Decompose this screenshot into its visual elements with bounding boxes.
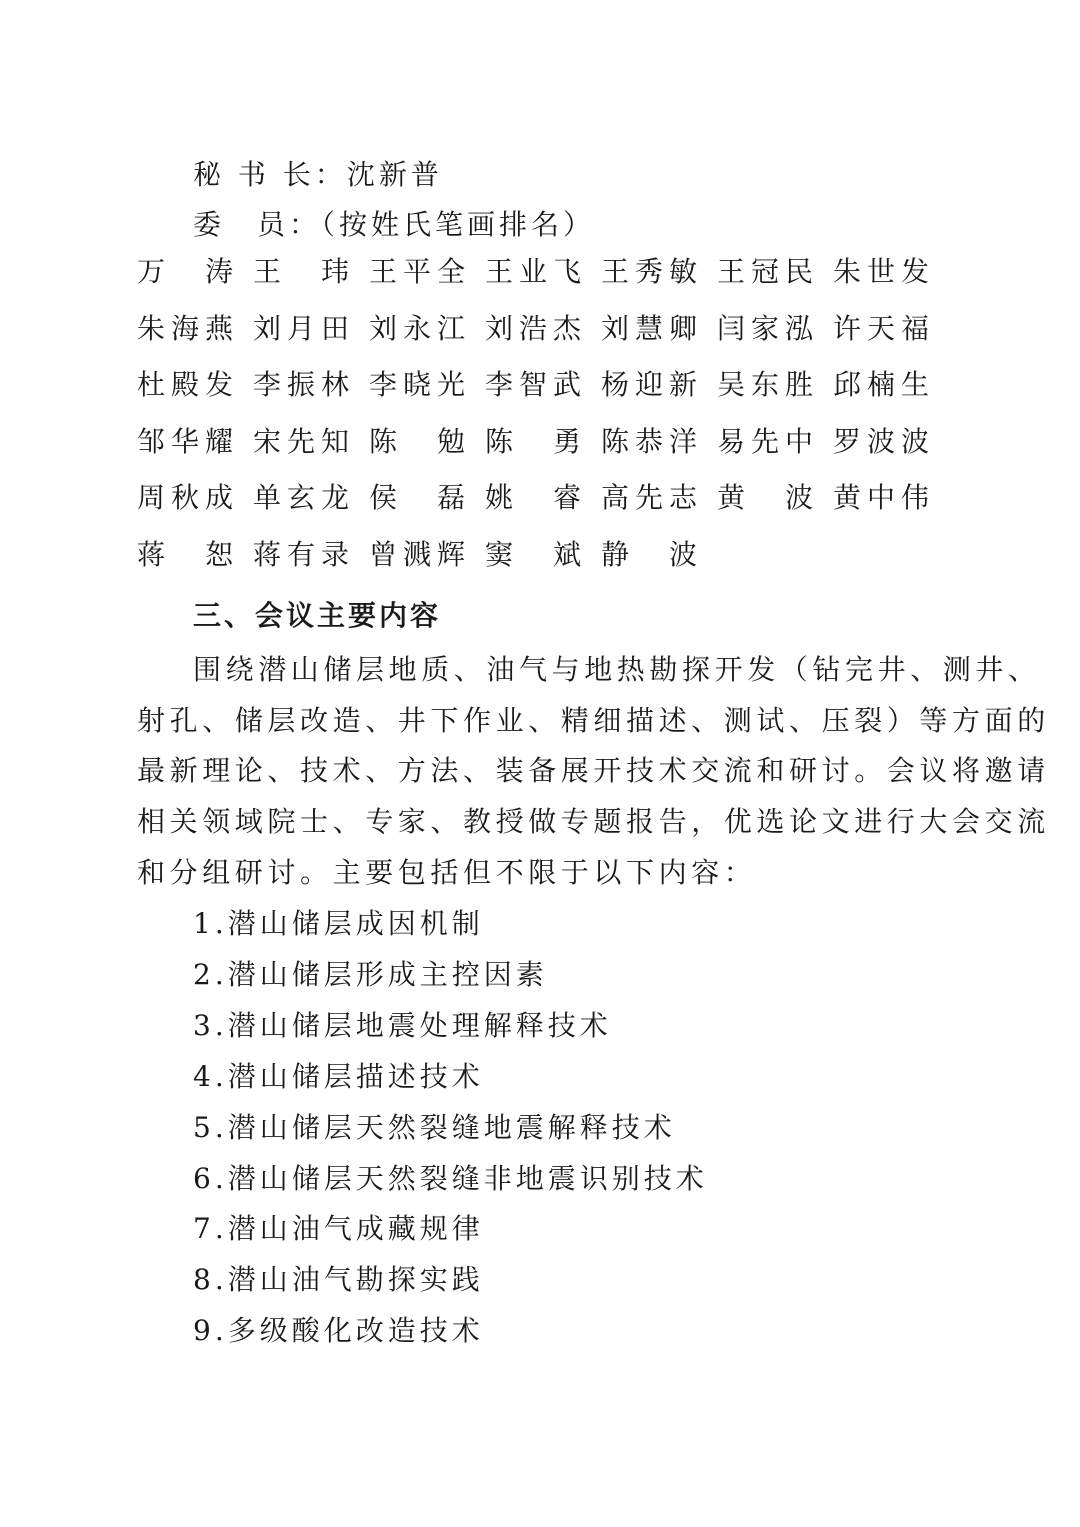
- topic-item: 8.潜山油气勘探实践: [193, 1263, 484, 1297]
- member-name: 易先中: [717, 424, 820, 458]
- topic-item: 2.潜山储层形成主控因素: [193, 957, 548, 991]
- member-name: 万涛: [137, 255, 274, 288]
- member-name: 静波: [601, 537, 738, 571]
- paragraph-line: 相关领域院士、专家、教授做专题报告，优选论文进行大会交流: [137, 805, 1050, 839]
- members-header-line: [193, 205, 595, 245]
- member-name: 杜殿发: [137, 368, 240, 401]
- member-name: 侯磊: [369, 481, 506, 514]
- member-name: 李振林: [253, 368, 356, 401]
- member-name: 窦斌: [485, 537, 622, 571]
- topic-item: 1.潜山储层成因机制: [193, 907, 484, 940]
- member-name: 邱楠生: [833, 368, 936, 401]
- member-name: 王秀敏: [601, 255, 704, 288]
- member-name: 蒋恕: [137, 537, 274, 571]
- member-name: 杨迎新: [601, 368, 704, 401]
- member-name: 黄波: [717, 481, 854, 514]
- member-name: 李晓光: [369, 368, 472, 401]
- topic-item: 9.多级酸化改造技术: [193, 1314, 484, 1348]
- paragraph-line: 和分组研讨。主要包括但不限于以下内容：: [137, 855, 757, 889]
- member-name: 朱世发: [833, 255, 936, 288]
- section-heading: 三、会议主要内容: [193, 599, 442, 632]
- topic-item: 4.潜山储层描述技术: [193, 1059, 484, 1093]
- member-name: 许天福: [833, 311, 936, 345]
- topic-item: 7.潜山油气成藏规律: [193, 1212, 484, 1246]
- topic-item: 3.潜山储层地震处理解释技术: [193, 1008, 612, 1042]
- topic-list: [193, 899, 708, 1357]
- member-row: [137, 365, 937, 422]
- member-name: 宋先知: [253, 424, 356, 458]
- member-name: 单玄龙: [253, 481, 356, 514]
- member-name: 周秋成: [137, 481, 240, 514]
- member-name: 曾溅辉: [369, 537, 472, 571]
- member-row: [137, 478, 937, 535]
- paragraph-line: 射孔、储层改造、井下作业、精细描述、测试、压裂）等方面的: [137, 703, 1050, 737]
- members-label: 委 员：: [193, 208, 322, 241]
- member-name: 邹华耀: [137, 424, 240, 458]
- secretary-name: 沈新普: [346, 158, 443, 191]
- member-name: 高先志: [601, 481, 704, 514]
- member-row: [137, 535, 937, 592]
- member-row: [137, 252, 937, 309]
- member-name: 陈勇: [485, 424, 622, 458]
- member-name: 刘永江: [369, 311, 472, 345]
- intro-paragraph: [137, 645, 1050, 899]
- member-name: 王平全: [369, 255, 472, 288]
- member-name: 王业飞: [485, 255, 588, 288]
- member-row: [137, 309, 937, 366]
- paragraph-line: 最新理论、技术、方法、装备展开技术交流和研讨。会议将邀请: [137, 754, 1050, 788]
- members-grid: [137, 252, 937, 591]
- secretary-label: 秘 书 长：: [193, 158, 347, 191]
- topic-item: 6.潜山储层天然裂缝非地震识别技术: [193, 1161, 708, 1195]
- member-name: 刘慧卿: [601, 311, 704, 345]
- member-name: 姚睿: [485, 481, 622, 514]
- topic-item: 5.潜山储层天然裂缝地震解释技术: [193, 1110, 676, 1144]
- member-name: 罗波波: [833, 424, 936, 458]
- member-name: 王冠民: [717, 255, 820, 288]
- member-name: 刘月田: [253, 311, 356, 345]
- member-name: 蒋有录: [253, 537, 356, 571]
- member-name: 吴东胜: [717, 368, 820, 401]
- member-name: 李智武: [485, 368, 588, 401]
- member-name: 闫家泓: [717, 311, 820, 345]
- member-row: [137, 422, 937, 479]
- member-name: 陈恭洋: [601, 424, 704, 458]
- paragraph-line: 围绕潜山储层地质、油气与地热勘探开发（钻完井、测井、: [193, 653, 1041, 686]
- member-name: 陈勉: [369, 424, 506, 458]
- member-name: 朱海燕: [137, 311, 240, 345]
- secretary-line: [193, 155, 443, 195]
- members-note: （按姓氏笔画排名）: [321, 208, 596, 241]
- member-name: 王玮: [253, 255, 390, 288]
- member-name: 黄中伟: [833, 481, 936, 514]
- member-name: 刘浩杰: [485, 311, 588, 345]
